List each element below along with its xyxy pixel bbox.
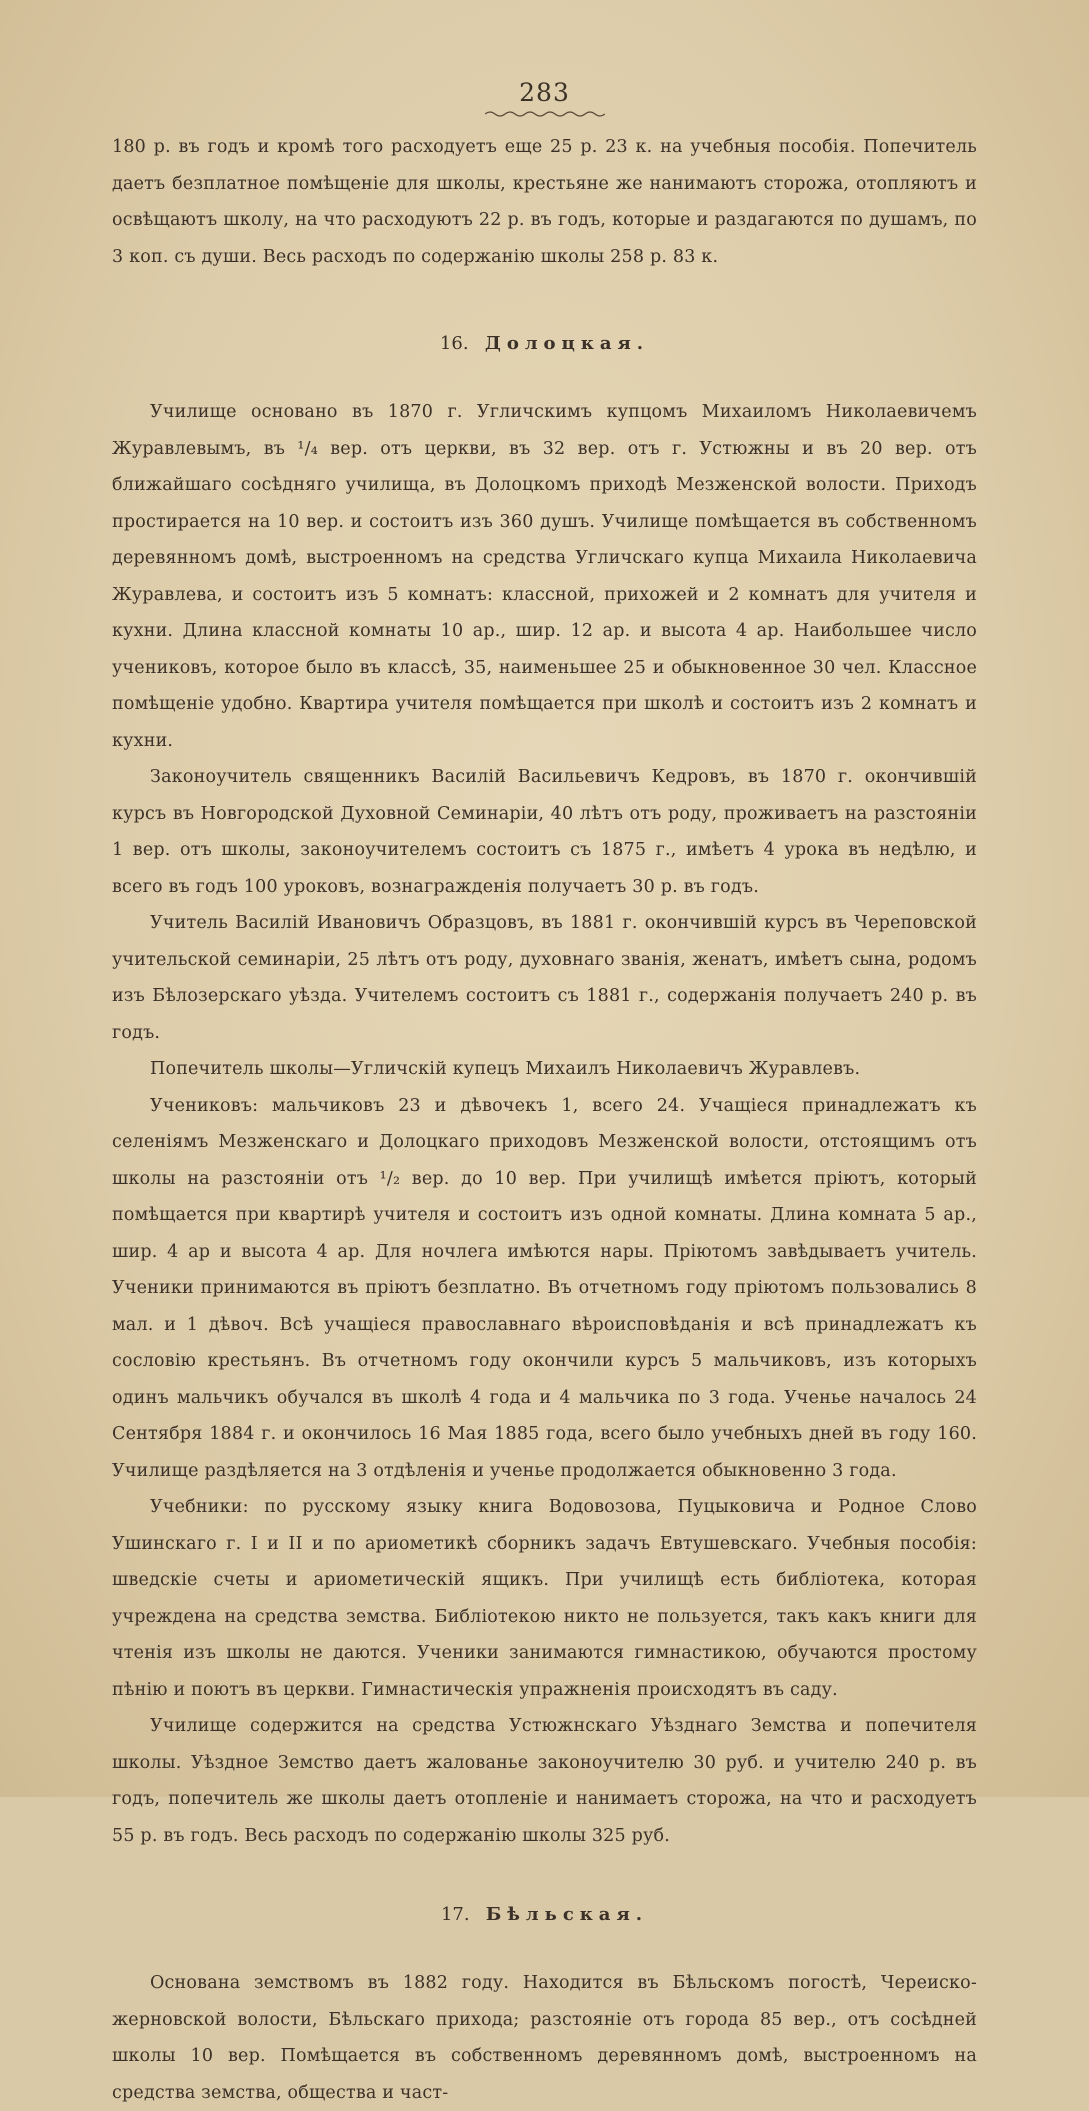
- section-17-paragraph: Основана земствомъ въ 1882 году. Находится въ Бѣльскомъ погостѣ, Череиско-жерновской волости, Бѣльскаго прихода; разстояніе отъ города 85 вер., отъ сосѣдней школы 10 вер. Помѣщается въ собственномъ деревянномъ домѣ, выстроенномъ на средства земства, общества и част-: [112, 1973, 977, 2103]
- section-16-heading: [112, 333, 977, 354]
- section-16-body: [112, 394, 977, 1854]
- section-17-body: [112, 1965, 977, 2111]
- section-17-title: Бѣльская.: [485, 1904, 649, 1925]
- section-16-paragraph: Учениковъ: мальчиковъ 23 и дѣвочекъ 1, всего 24. Учащіеся принадлежатъ къ селеніямъ Мезженскаго и Долоцкаго приходовъ Мезженской волости, отстоящимъ отъ школы на разстояніи отъ ¹/₂ вер. до 10 вер. При училищѣ имѣется пріютъ, который помѣщается при квартирѣ учителя и состоитъ изъ одной комнаты. Длина комната 5 ар., шир. 4 ар и высота 4 ар. Для ночлега имѣются нары. Пріютомъ завѣдываетъ учитель. Ученики принимаются въ пріютъ безплатно. Въ отчетномъ году пріютомъ пользовались 8 мал. и 1 дѣвоч. Всѣ учащіеся православнаго вѣроисповѣданія и всѣ принадлежатъ къ сословію крестьянъ. Въ отчетномъ году окончили курсъ 5 мальчиковъ, изъ которыхъ одинъ мальчикъ обучался въ школѣ 4 года и 4 мальчика по 3 года. Ученье началось 24 Сентября 1884 г. и окончилось 16 Мая 1885 года, всего было учебныхъ дней въ году 160. Училище раздѣляется на 3 отдѣленія и ученье продолжается обыкновенно 3 года.: [112, 1095, 977, 1481]
- section-16-paragraph: Учитель Василій Ивановичъ Образцовъ, въ 1881 г. окончившій курсъ въ Череповской учительской семинаріи, 25 лѣтъ отъ роду, духовнаго званія, женатъ, имѣетъ сына, родомъ изъ Бѣлозерскаго уѣзда. Учителемъ состоитъ съ 1881 г., содержанія получаетъ 240 р. въ годъ.: [112, 913, 977, 1043]
- intro-paragraph: 180 р. въ годъ и кромѣ того расходуетъ еще 25 р. 23 к. на учебныя пособія. Попечитель даетъ безплатное помѣщеніе для школы, крестьяне же нанимаютъ сторожа, отопляютъ и освѣщаютъ школу, на что расходуютъ 22 р. въ годъ, которые и раздагаются по душамъ, по 3 коп. съ души. Весь расходъ по содержанію школы 258 р. 83 к.: [112, 137, 977, 267]
- section-16-paragraph: Законоучитель священникъ Василій Васильевичъ Кедровъ, въ 1870 г. окончившій курсъ въ Новгородской Духовной Семинаріи, 40 лѣтъ отъ роду, проживаетъ на разстояніи 1 вер. отъ школы, законоучителемъ состоитъ съ 1875 г., имѣетъ 4 урока въ недѣлю, и всего въ годъ 100 уроковъ, вознагражденія получаетъ 30 р. въ годъ.: [112, 767, 977, 897]
- section-17-heading: [112, 1904, 977, 1925]
- section-16-paragraph: Попечитель школы—Угличскій купецъ Михаилъ Николаевичъ Журавлевъ.: [150, 1059, 861, 1079]
- page-number: 283: [519, 78, 570, 107]
- section-16-paragraph: Училище содержится на средства Устюжнскаго Уѣзднаго Земства и попечителя школы. Уѣздное Земство даетъ жалованье законоучителю 30 руб. и учителю 240 р. въ годъ, попечитель же школы даетъ отопленіе и нанимаетъ сторожа, на что и расходуетъ 55 р. въ годъ. Весь расходъ по содержанію школы 325 руб.: [112, 1716, 977, 1846]
- section-16-number: 16.: [439, 333, 469, 354]
- wavy-rule-ornament: [485, 109, 605, 119]
- section-17-number: 17.: [440, 1904, 470, 1925]
- section-16-paragraph: Училище основано въ 1870 г. Угличскимъ купцомъ Михаиломъ Николаевичемъ Журавлевымъ, въ ¹/₄ вер. отъ церкви, въ 32 вер. отъ г. Устюжны и въ 20 вер. отъ ближайшаго сосѣдняго училища, въ Долоцкомъ приходѣ Мезженской волости. Приходъ простирается на 10 вер. и состоитъ изъ 360 душъ. Училище помѣщается въ собственномъ деревянномъ домѣ, выстроенномъ на средства Угличскаго купца Михаила Николаевича Журавлева, и состоитъ изъ 5 комнатъ: классной, прихожей и 2 комнатъ для учителя и кухни. Длина классной комнаты 10 ар., шир. 12 ар. и высота 4 ар. Наибольшее число учениковъ, которое было въ классѣ, 35, наименьшее 25 и обыкновенное 30 чел. Классное помѣщеніе удобно. Квартира учителя помѣщается при школѣ и состоитъ изъ 2 комнатъ и кухни.: [112, 402, 977, 751]
- section-16-paragraph: Учебники: по русскому языку книга Водовозова, Пуцыковича и Родное Слово Ушинскаго г. I и II и по ариометикѣ сборникъ задачъ Евтушевскаго. Учебныя пособія: шведскіе счеты и ариометическій ящикъ. При училищѣ есть библіотека, которая учреждена на средства земства. Библіотекою никто не пользуется, такъ какъ книги для чтенія изъ школы не даются. Ученики занимаются гимнастикою, обучаются простому пѣнію и поютъ въ церкви. Гимнастическія упражненія происходятъ въ саду.: [112, 1497, 977, 1700]
- intro-text: [112, 129, 977, 275]
- section-16-title: Долоцкая.: [484, 333, 650, 354]
